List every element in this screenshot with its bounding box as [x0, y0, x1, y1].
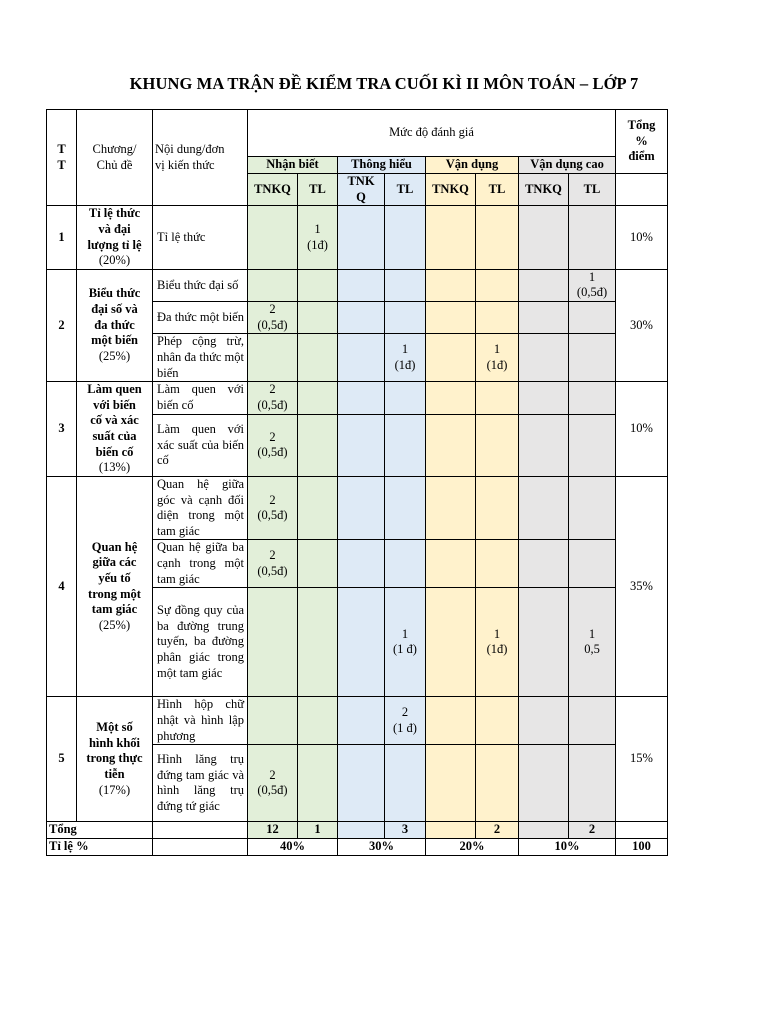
question-count-cell: [519, 302, 569, 334]
chapter-number: 2: [47, 269, 77, 381]
question-count-cell: [476, 206, 519, 270]
content-unit: Tỉ lệ thức: [153, 206, 248, 270]
question-count-cell: 2 (0,5đ): [248, 302, 298, 334]
ratio-label: Tỉ lệ %: [47, 839, 153, 856]
totals-row: [47, 822, 668, 839]
question-count-cell: [385, 269, 426, 301]
chapter-number: 5: [47, 697, 77, 822]
question-count-cell: [476, 414, 519, 476]
header-content: Nội dung/đơn vị kiến thức: [153, 110, 248, 206]
header-sub-8: TL: [569, 174, 616, 206]
chapter-weight: (20%): [98, 253, 131, 268]
question-count-cell: [298, 382, 338, 415]
question-count-cell: [519, 745, 569, 822]
content-unit: Sự đồng quy của ba đường trung tuyến, ba đường phân giác trong một tam giác: [153, 588, 248, 697]
question-count-cell: [385, 414, 426, 476]
question-count-cell: [569, 302, 616, 334]
chapter-name: Tỉ lệ thức và đại lượng tỉ lệ: [87, 206, 142, 252]
header-sub-7: TNKQ: [519, 174, 569, 206]
question-count-cell: 2 (0,5đ): [248, 382, 298, 415]
content-unit: Hình hộp chữ nhật và hình lập phương: [153, 697, 248, 745]
ratio-value: 30%: [338, 839, 426, 856]
question-count-cell: [519, 414, 569, 476]
question-count-cell: [338, 414, 385, 476]
question-count-cell: [298, 476, 338, 540]
question-count-cell: [426, 588, 476, 697]
question-count-cell: [385, 382, 426, 415]
question-count-cell: [476, 745, 519, 822]
header-sub-2: TL: [298, 174, 338, 206]
question-count-cell: [385, 745, 426, 822]
question-count-cell: [298, 334, 338, 382]
question-count-cell: [476, 382, 519, 415]
question-count-cell: [385, 540, 426, 588]
ratio-value: 10%: [519, 839, 616, 856]
chapter-name: Một số hình khối trong thực tiễn: [86, 720, 143, 782]
header-row-1: [47, 110, 668, 157]
matrix-row: [47, 697, 668, 745]
chapter-weight: (25%): [98, 617, 131, 632]
header-level-1: Nhận biết: [248, 157, 338, 174]
totals-blank: [153, 822, 248, 839]
chapter-number: 1: [47, 206, 77, 270]
question-count-cell: [519, 476, 569, 540]
question-count-cell: [338, 382, 385, 415]
question-count-cell: 2 (0,5đ): [248, 745, 298, 822]
content-unit: Làm quen với biến cố: [153, 382, 248, 415]
chapter-total: 35%: [616, 476, 668, 696]
chapter-total: 10%: [616, 206, 668, 270]
question-count-cell: [338, 269, 385, 301]
question-count-cell: 1 0,5: [569, 588, 616, 697]
content-unit: Phép cộng trừ, nhân đa thức một biến: [153, 334, 248, 382]
question-count-cell: [426, 540, 476, 588]
totals-end-blank: [616, 822, 668, 839]
question-count-cell: [338, 745, 385, 822]
question-count-cell: [338, 334, 385, 382]
question-count-cell: [569, 540, 616, 588]
question-count-cell: [248, 588, 298, 697]
question-count-cell: [298, 588, 338, 697]
question-count-cell: [385, 302, 426, 334]
chapter-name: Quan hệ giữa các yếu tố trong một tam giác: [88, 539, 141, 617]
question-count-cell: [298, 745, 338, 822]
question-count-cell: [338, 302, 385, 334]
header-level: Mức độ đánh giá: [248, 110, 616, 157]
header-sub-3: TNK Q: [338, 174, 385, 206]
matrix-row: [47, 206, 668, 270]
chapter-name: Biểu thức đại số và đa thức một biến: [88, 286, 141, 348]
question-count-cell: 1 (1đ): [385, 334, 426, 382]
content-unit: Quan hệ giữa ba cạnh trong một tam giác: [153, 540, 248, 588]
question-count-cell: [476, 697, 519, 745]
question-count-cell: 1 (1đ): [298, 206, 338, 270]
question-count-cell: [248, 334, 298, 382]
assessment-matrix-table: [46, 109, 668, 856]
question-count-cell: [569, 745, 616, 822]
question-count-cell: [426, 697, 476, 745]
question-count-cell: [298, 697, 338, 745]
header-total-blank: [616, 174, 668, 206]
question-count-cell: [426, 269, 476, 301]
question-count-cell: [426, 414, 476, 476]
totals-cell: [426, 822, 476, 839]
question-count-cell: [476, 302, 519, 334]
question-count-cell: [476, 269, 519, 301]
header-total: Tổng % điểm: [616, 110, 668, 174]
question-count-cell: 1 (1đ): [476, 334, 519, 382]
question-count-cell: [248, 269, 298, 301]
content-unit: Quan hệ giữa góc và cạnh đối diện trong một tam giác: [153, 476, 248, 540]
ratio-value: 20%: [426, 839, 519, 856]
ratio-value: 40%: [248, 839, 338, 856]
question-count-cell: 1 (0,5đ): [569, 269, 616, 301]
question-count-cell: 1 (1đ): [476, 588, 519, 697]
question-count-cell: [426, 382, 476, 415]
question-count-cell: [298, 414, 338, 476]
question-count-cell: [338, 540, 385, 588]
matrix-row: [47, 476, 668, 540]
question-count-cell: [338, 206, 385, 270]
totals-cell: 12: [248, 822, 298, 839]
question-count-cell: [569, 334, 616, 382]
chapter-name-cell: [77, 476, 153, 696]
chapter-name-cell: [77, 382, 153, 477]
totals-cell: [338, 822, 385, 839]
question-count-cell: [569, 206, 616, 270]
chapter-name: Làm quen với biến cố và xác suất của biến cố: [87, 382, 142, 459]
header-tt: T T: [47, 110, 77, 206]
question-count-cell: [426, 745, 476, 822]
question-count-cell: [385, 206, 426, 270]
matrix-row: [47, 382, 668, 415]
header-chapter: Chương/ Chủ đề: [77, 110, 153, 206]
chapter-weight: (25%): [98, 348, 131, 363]
question-count-cell: [519, 382, 569, 415]
totals-cell: 2: [476, 822, 519, 839]
header-sub-1: TNKQ: [248, 174, 298, 206]
question-count-cell: [385, 476, 426, 540]
question-count-cell: [569, 382, 616, 415]
header-sub-4: TL: [385, 174, 426, 206]
chapter-number: 3: [47, 382, 77, 477]
question-count-cell: 1 (1 đ): [385, 588, 426, 697]
header-level-2: Thông hiểu: [338, 157, 426, 174]
chapter-name-cell: [77, 206, 153, 270]
question-count-cell: [248, 697, 298, 745]
header-level-4: Vận dụng cao: [519, 157, 616, 174]
question-count-cell: [298, 302, 338, 334]
ratio-blank: [153, 839, 248, 856]
question-count-cell: [426, 206, 476, 270]
question-count-cell: [519, 206, 569, 270]
chapter-weight: (17%): [98, 782, 131, 797]
question-count-cell: [338, 476, 385, 540]
question-count-cell: [338, 697, 385, 745]
question-count-cell: [476, 476, 519, 540]
content-unit: Biểu thức đại số: [153, 269, 248, 301]
question-count-cell: [248, 206, 298, 270]
question-count-cell: [519, 540, 569, 588]
question-count-cell: 2 (0,5đ): [248, 476, 298, 540]
totals-cell: 2: [569, 822, 616, 839]
question-count-cell: [519, 334, 569, 382]
question-count-cell: 2 (0,5đ): [248, 540, 298, 588]
chapter-name-cell: [77, 697, 153, 822]
chapter-total: 15%: [616, 697, 668, 822]
content-unit: Hình lăng trụ đứng tam giác và hình lăng trụ đứng tứ giác: [153, 745, 248, 822]
chapter-weight: (13%): [98, 460, 131, 475]
chapter-total: 10%: [616, 382, 668, 477]
content-unit: Làm quen với xác suất của biến cố: [153, 414, 248, 476]
matrix-row: [47, 269, 668, 301]
header-sub-6: TL: [476, 174, 519, 206]
question-count-cell: [569, 697, 616, 745]
question-count-cell: [298, 269, 338, 301]
chapter-name-cell: [77, 269, 153, 381]
header-sub-5: TNKQ: [426, 174, 476, 206]
question-count-cell: [338, 588, 385, 697]
ratio-row: [47, 839, 668, 856]
totals-cell: 1: [298, 822, 338, 839]
chapter-total: 30%: [616, 269, 668, 381]
question-count-cell: [569, 414, 616, 476]
question-count-cell: [298, 540, 338, 588]
question-count-cell: [519, 588, 569, 697]
question-count-cell: [476, 540, 519, 588]
question-count-cell: [569, 476, 616, 540]
question-count-cell: [519, 697, 569, 745]
question-count-cell: [426, 302, 476, 334]
question-count-cell: [426, 334, 476, 382]
chapter-number: 4: [47, 476, 77, 696]
document-title: KHUNG MA TRẬN ĐỀ KIỂM TRA CUỐI KÌ II MÔN TOÁN – LỚP 7: [129, 74, 639, 93]
question-count-cell: [519, 269, 569, 301]
question-count-cell: 2 (1 đ): [385, 697, 426, 745]
totals-cell: [519, 822, 569, 839]
totals-cell: 3: [385, 822, 426, 839]
content-unit: Đa thức một biến: [153, 302, 248, 334]
header-level-3: Vận dụng: [426, 157, 519, 174]
question-count-cell: 2 (0,5đ): [248, 414, 298, 476]
ratio-total: 100: [616, 839, 668, 856]
totals-label: Tổng: [47, 822, 153, 839]
question-count-cell: [426, 476, 476, 540]
